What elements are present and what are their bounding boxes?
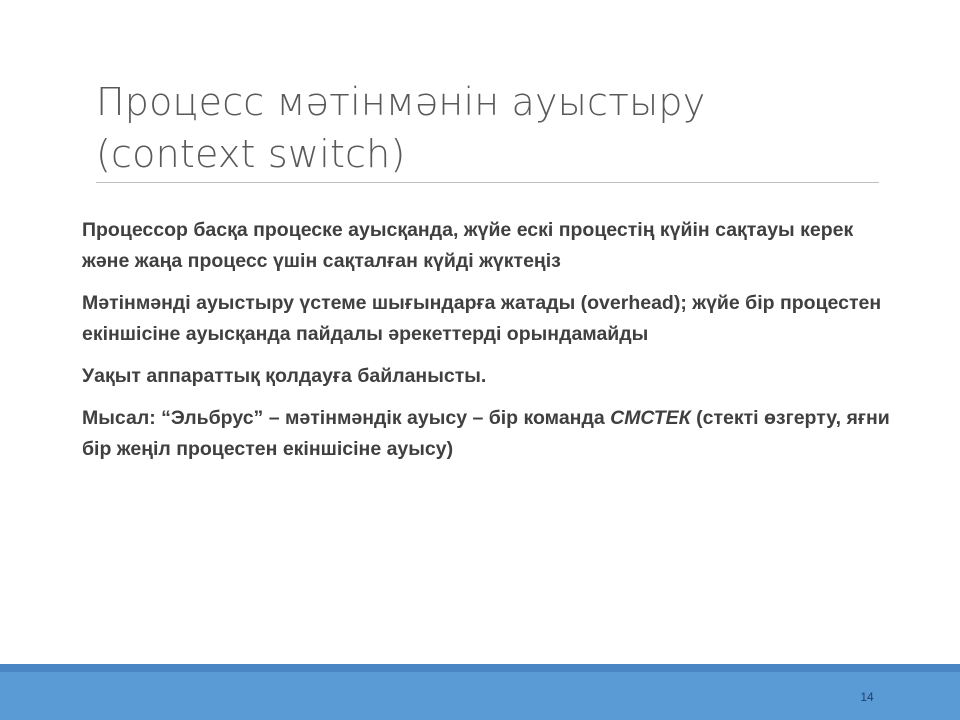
- example-command: СМСТЕК: [610, 407, 691, 429]
- example-text-before: Мысал: “Эльбрус” – мәтінмәндік ауысу – бір команда: [82, 407, 611, 429]
- paragraph-context-save: Процессор басқа процеске ауысқанда, жүйе ескі процестің күйін сақтауы керек және жаңа процесс үшін сақталған күйді жүктеңіз: [82, 219, 854, 272]
- paragraph-example: [82, 403, 902, 465]
- paragraph-overhead: Мәтінмәнді ауыстыру үстеме шығындарға жатады (overhead); жүйе бір процестен екіншісіне ауысқанда пайдалы әрекеттерді орындамайды: [82, 292, 882, 345]
- title-divider: [96, 182, 879, 183]
- paragraph-hardware-support: Уақыт аппараттық қолдауға байланысты.: [82, 365, 487, 387]
- footer-bar-edge: [0, 664, 960, 672]
- page-number: 14: [860, 690, 874, 704]
- slide-title: [96, 76, 896, 180]
- slide-title-line-2: (context switch): [96, 132, 406, 176]
- footer-bar: [0, 664, 960, 720]
- slide-title-line-1: Процесс мәтінмәнін ауыстыру: [96, 80, 706, 124]
- slide-body: [82, 215, 902, 465]
- example-text-after: (стекті өзгерту, яғни бір жеңіл процестен екіншісіне ауысу): [82, 407, 890, 460]
